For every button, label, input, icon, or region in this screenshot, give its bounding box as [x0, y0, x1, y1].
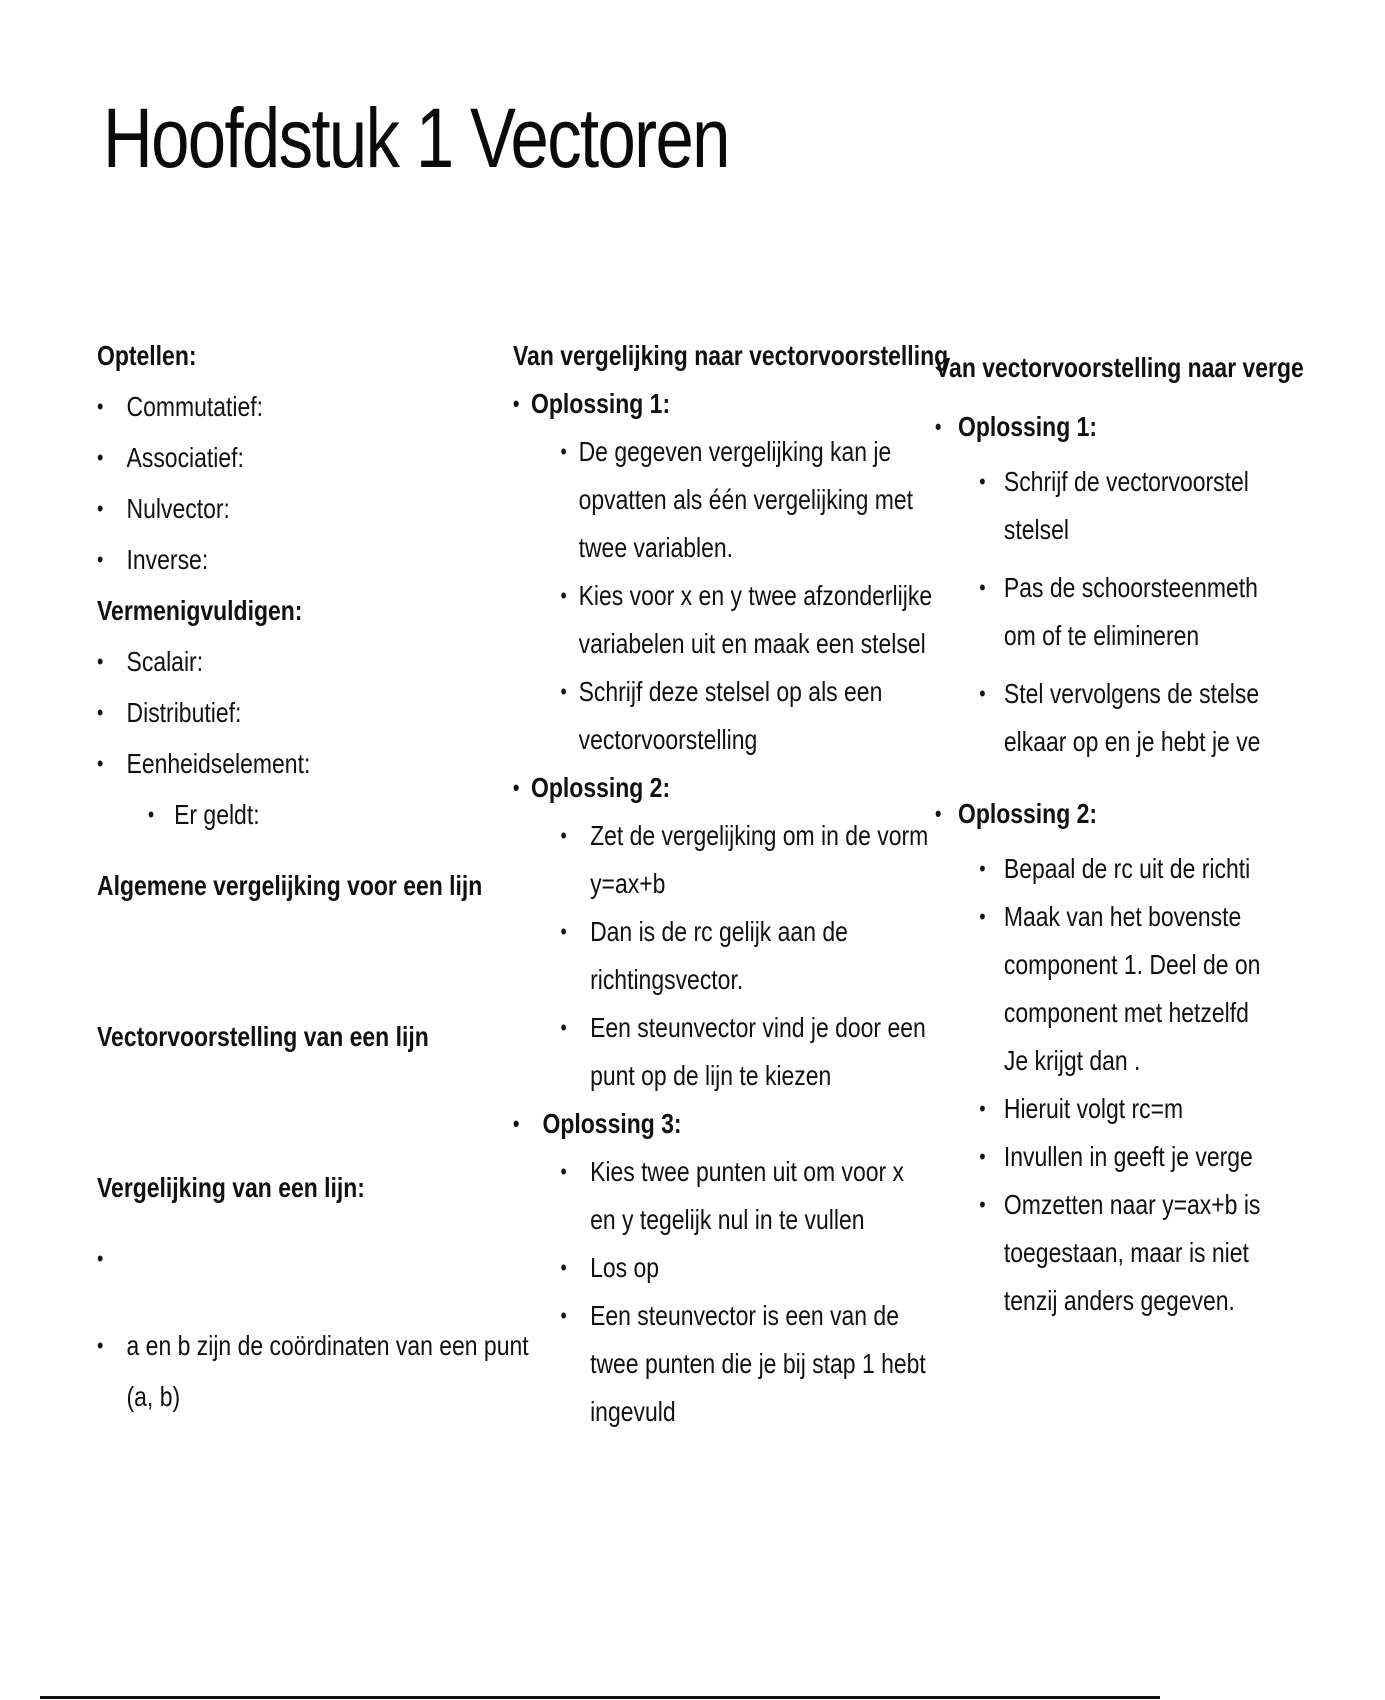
list-item: • Schrijf de vectorvoorstel [979, 466, 1249, 497]
list-item: • Associatief: [97, 442, 244, 473]
oplossing-2-label: • Oplossing 2: [513, 772, 671, 803]
list-item: • Omzetten naar y=ax+b is [979, 1189, 1261, 1220]
list-item: • Hieruit volgt rc=m [979, 1093, 1184, 1124]
list-item-continuation: twee variablen. [578, 532, 734, 563]
list-item: • Nulvector: [97, 493, 230, 524]
column-vector-naar-vergelijking [935, 342, 1385, 1325]
oplossing-1-label: • Oplossing 1: [513, 388, 671, 419]
list-item: • Dan is de rc gelijk aan de [560, 916, 848, 947]
list-item: • Maak van het bovenste [979, 901, 1242, 932]
list-item-continuation: ingevuld [590, 1396, 676, 1427]
list-item-continuation: tenzij anders gegeven. [1003, 1285, 1235, 1316]
list-item: • Commutatief: [97, 391, 264, 422]
heading-optellen: Optellen: [97, 340, 197, 371]
list-item-continuation: punt op de lijn te kiezen [590, 1060, 832, 1091]
list-item: • Kies voor x en y twee afzonderlijke [560, 580, 933, 611]
list-item: • Een steunvector vind je door een [560, 1012, 926, 1043]
heading-vergelijking-naar-vector: Van vergelijking naar vectorvoorstelling [513, 340, 949, 371]
heading-algemene-vergelijking: Algemene vergelijking voor een lijn [97, 870, 483, 901]
bottom-divider [40, 1696, 1160, 1699]
list-item: • Distributief: [97, 697, 242, 728]
list-item-continuation: om of te elimineren [1003, 620, 1200, 651]
list-item: • Scalair: [97, 646, 204, 677]
list-item: • Schrijf deze stelsel op als een [560, 676, 883, 707]
list-item-continuation: richtingsvector. [590, 964, 744, 995]
page-title: Hoofdstuk 1 Vectoren [103, 91, 729, 185]
list-item-continuation: en y tegelijk nul in te vullen [590, 1204, 865, 1235]
list-item: • Kies twee punten uit om voor x [560, 1156, 905, 1187]
list-item: • Eenheidselement: [97, 748, 311, 779]
list-item-continuation: variabelen uit en maak een stelsel [578, 628, 926, 659]
list-item-continuation: stelsel [1003, 514, 1069, 545]
list-item-continuation: Je krijgt dan . [1003, 1045, 1141, 1076]
heading-vectorvoorstelling: Vectorvoorstelling van een lijn [97, 1021, 429, 1052]
list-item: • Inverse: [97, 544, 209, 575]
list-item: • Zet de vergelijking om in de vorm [560, 820, 929, 851]
list-item-continuation: opvatten als één vergelijking met [578, 484, 913, 515]
heading-vergelijking-lijn: Vergelijking van een lijn: [97, 1172, 365, 1203]
list-item-continuation: twee punten die je bij stap 1 hebt [590, 1348, 926, 1379]
list-item-continuation: y=ax+b [590, 868, 666, 899]
oplossing-3-label: • Oplossing 3: [513, 1108, 682, 1139]
list-item: • Een steunvector is een van de [560, 1300, 899, 1331]
list-item-continuation: component 1. Deel de on [1003, 949, 1261, 980]
empty-list-item: • [97, 1246, 104, 1271]
list-item-continuation: component met hetzelfd [1003, 997, 1249, 1028]
oplossing-1-label: • Oplossing 1: [935, 411, 1098, 442]
list-item-continuation: (a, b) [126, 1381, 181, 1412]
sub-list-item: • Er geldt: [147, 799, 260, 830]
heading-vermenigvuldigen: Vermenigvuldigen: [97, 595, 303, 626]
list-item: • Los op [560, 1252, 660, 1283]
list-item-continuation: vectorvoorstelling [578, 724, 758, 755]
oplossing-2-label: • Oplossing 2: [935, 798, 1098, 829]
heading-vector-naar-vergelijking: Van vectorvoorstelling naar verge [935, 352, 1304, 383]
list-item: • Invullen in geeft je verge [979, 1141, 1253, 1172]
list-item: • Bepaal de rc uit de richti [979, 853, 1251, 884]
list-item: • a en b zijn de coördinaten van een punt [97, 1330, 529, 1361]
list-item-continuation: elkaar op en je hebt je ve [1003, 726, 1261, 757]
list-item: • De gegeven vergelijking kan je [560, 436, 892, 467]
list-item-continuation: toegestaan, maar is niet [1003, 1237, 1249, 1268]
list-item: • Stel vervolgens de stelse [979, 678, 1260, 709]
list-item: • Pas de schoorsteenmeth [979, 572, 1258, 603]
